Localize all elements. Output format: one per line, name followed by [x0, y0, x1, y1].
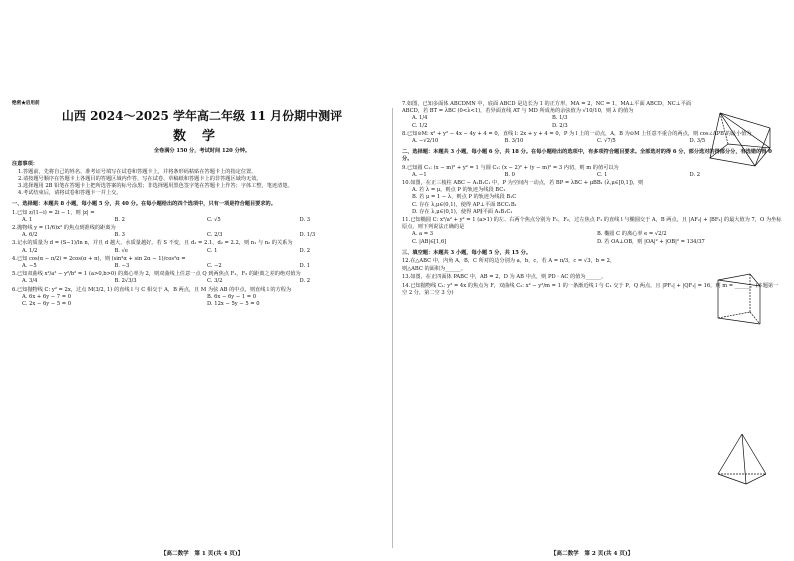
option-c: C. 1	[207, 247, 218, 254]
page-footer: 【高二数学 第 2 页(共 4 页)】	[550, 550, 634, 557]
option-b: B. 3/10	[504, 138, 524, 145]
secret-mark: 绝密★启用前	[12, 101, 40, 106]
question-1: 1.已知 z/(1−i) = 2i − 1，则 |z| =	[12, 209, 95, 216]
question-10-options	[402, 187, 782, 216]
page-divider	[392, 108, 393, 548]
option-d: D. 12x − 5y − 5 = 0	[207, 301, 260, 308]
question-10: 10.如图，在正三棱柱 ABC − A₁B₁C₁ 中，P 为空间内一动点，若 BP = λBC + μBB₁ (λ,μ∈[0,1])，则	[402, 180, 644, 187]
page-footer: 【高二数学 第 1 页(共 4 页)】	[160, 550, 244, 557]
option-c: C. 2x − 6y − 5 = 0	[22, 301, 72, 308]
question-9: 9.已知圆 C₁: (x − m)² + y² = 1 与圆 C₂: (x − 2)² + (y − m)² = 3 内切，则 m 的值可以为	[402, 164, 619, 171]
option-c: C. 3/2	[207, 278, 223, 285]
exam-title: 山西 2024～2025 学年高二年级 11 月份期中测评	[61, 109, 343, 124]
notice-item: 2.请按题号顺序在答题卡上各题目的答题区域内作答，写在试卷、草稿纸和答题卡上的非答题区域均无效。	[18, 175, 262, 182]
option-d: D. 若 OA⊥OB，则 |OA|² + |OB|² = 134/37	[597, 238, 705, 245]
option-a: A. 6x + 6y − 7 = 0	[22, 293, 72, 300]
option-b: B. 椭圆 C 的离心率 e = √2/2	[597, 231, 667, 238]
option-c: C. √5	[207, 216, 221, 223]
option-b: B. −3	[114, 263, 130, 270]
option-a: A. 6/2	[22, 232, 38, 239]
question-1-options	[12, 217, 392, 224]
option-b: B. 若 μ = 1 − λ，则点 P 的轨迹为线段 B₁C	[412, 194, 517, 201]
question-13: 13.如图，在正四面体 PABC 中，AB = 2，D 为 AB 中点，则 PD · AC 的值为______。	[402, 274, 607, 281]
question-12: 12.在△ABC 中，内角 A，B，C 所对的边分别为 a，b，c，若 A = π/3，c = √3，b = 2，	[402, 258, 616, 265]
question-14: 14.已知抛物线 C₁: y² = 4x 的焦点为 F，双曲线 C₂: x² − y²/m = 1 的一条渐近线 l 与 C₁ 交于 P，Q 两点，且 |PF₁| + |QF₁| = 16，则 m = ______。(本题第一空 2 分，第二空 3 分)	[402, 282, 779, 296]
option-c: C. −2	[207, 263, 222, 270]
section-heading: 二、选择题：本题共 3 小题，每小题 6 分，共 18 分。在每小题给出的选项中，有多项符合题目要求。全部选对的得 6 分，部分选对的得部分分，有选错的得 0 分。	[402, 149, 772, 163]
question-3-options	[12, 248, 392, 255]
notice-title: 注意事项：	[12, 161, 38, 168]
notice-item: 4.考试结束后，请将试卷和答题卡一并上交。	[18, 190, 122, 197]
option-d: D. 1	[299, 263, 311, 270]
option-c: C. 1	[597, 171, 608, 178]
polyhedron-figure	[700, 108, 780, 178]
question-2-options	[12, 232, 392, 239]
question-4: 4.已知 cos(α − π/2) = 2cos(α + π)，则 (sin²α + sin 2α − 1)/cos²α =	[12, 255, 186, 262]
option-a: A. a = 3	[412, 231, 434, 238]
option-a: A. 1/4	[412, 115, 428, 122]
question-6-options	[12, 294, 392, 308]
question-5-options	[12, 278, 392, 285]
option-b: B. 2	[114, 216, 125, 223]
exam-page-1	[12, 100, 392, 560]
question-3: 3.记水的质量为 d = (S−1)/ln n，并且 d 越大，水质量越好。若 S 不变，且 d₁ = 2.1，d₂ = 2.2，则 n₁ 与 n₂ 的关系为	[12, 240, 293, 247]
option-d: D. 存在 λ,μ∈(0,1)，使得 AP∥平面 A₁B₁C₁	[412, 208, 513, 215]
option-b: B. 0	[504, 171, 515, 178]
prism-figure	[710, 270, 770, 330]
option-a: A. 1/2	[22, 247, 38, 254]
question-4-options	[12, 263, 392, 270]
option-a: A. −1	[412, 171, 427, 178]
subject-title: 数学	[172, 129, 231, 145]
section-heading: 三、填空题：本题共 3 小题，每小题 5 分，共 15 分。	[402, 249, 532, 256]
option-c: C. 1/2	[412, 122, 428, 129]
option-c: C. √7/5	[597, 138, 616, 145]
option-c: C. 2/3	[207, 232, 223, 239]
option-b: B. 6x − 6y − 1 = 0	[207, 293, 257, 300]
option-b: B. 3	[114, 232, 125, 239]
option-d: D. 2	[689, 171, 701, 178]
option-a: A. −√2/10	[412, 138, 439, 145]
section-heading: 一、选择题：本题共 8 小题，每小题 5 分，共 40 分。在每小题给出的四个选项中，只有一项是符合题目要求的。	[12, 201, 276, 208]
option-a: A. −5	[22, 263, 37, 270]
option-d: D. 2/3	[552, 122, 568, 129]
option-d: D. 2	[299, 247, 311, 254]
notice-item: 3.选择题用 2B 铅笔在答题卡上把所选答案的标号涂黑；非选择题用黑色签字笔在答题卡上作答；字体工整，笔迹清楚。	[18, 183, 293, 190]
option-d: D. 1/3	[299, 232, 316, 239]
question-5: 5.已知双曲线 x²/a² − y²/b² = 1 (a>0,b>0) 的离心率为 2，则双曲线上任意一点 Q 到两焦点 F₁，F₂ 的距离之差的绝对值为	[12, 271, 301, 278]
question-11-options	[402, 231, 782, 245]
question-8: 8.已知⊙M: x² + y² − 4x − 4y + 4 = 0，直线 l: 2x + y + 4 = 0，P 为 l 上的一动点，A，B 为⊙M 上任意不重合的两点，则 cos∠APB 的最小值为	[402, 130, 752, 137]
exam-meta: 全卷满分 150 分，考试时间 120 分钟。	[153, 148, 251, 155]
option-d: D. 3/5	[689, 138, 706, 145]
question-11: 11.已知椭圆 C: x²/a² + y² = 1 (a>1) 的左、右两个焦点分别为 F₁，F₂，过左焦点 F₁ 的直线 l 与椭圆交于 A，B 两点，且 |AF₂| + |BF₂| 的最大值为 7，O 为坐标原点，则下列说法正确的是	[402, 217, 782, 231]
option-b: B. 1/3	[552, 115, 568, 122]
question-12-blank: 则△ABC 的面积为______。	[402, 266, 466, 273]
option-b: B. √e	[114, 247, 128, 254]
notice-item: 1.答题前，先将自己的姓名、准考证号填写在试卷和答题卡上，并将条形码粘贴在答题卡上的指定位置。	[18, 168, 257, 175]
question-7: 7.如图，已知多面体 ABCDMN 中，底面 ABCD 是边长为 1 的正方形，MA = 2，NC = 1，MA⊥平面 ABCD，NC⊥平面 ABCD，若 BT = λBC (0<λ<1)，若异面直线 AT 与 MD 所成角的余弦值为 √10/10，则 λ 的值为	[402, 101, 692, 115]
option-d: D. 3	[299, 216, 311, 223]
option-a: A. 1	[22, 216, 33, 223]
option-a: A. 若 λ = μ，则点 P 的轨迹为线段 BC₁	[412, 187, 506, 194]
question-6: 6.已知抛物线 C: y² = 2x，过点 M(3/2, 1) 的直线 l 与 C 相交于 A，B 两点，且 M 为弦 AB 的中点，则直线 l 的方程为	[12, 286, 292, 293]
option-a: A. 3/4	[22, 278, 38, 285]
option-b: B. 2√3/3	[114, 278, 137, 285]
tetrahedron-figure	[712, 430, 772, 490]
option-c: C. 存在 λ,μ∈(0,1)，使得 AP⊥平面 BCC₁B₁	[412, 201, 517, 208]
question-2: 2.抛物线 y = (1/6)x² 的焦点到准线的距离为	[12, 225, 116, 232]
option-c: C. |AB|∈[1,6]	[412, 238, 447, 245]
option-d: D. 2	[299, 278, 311, 285]
